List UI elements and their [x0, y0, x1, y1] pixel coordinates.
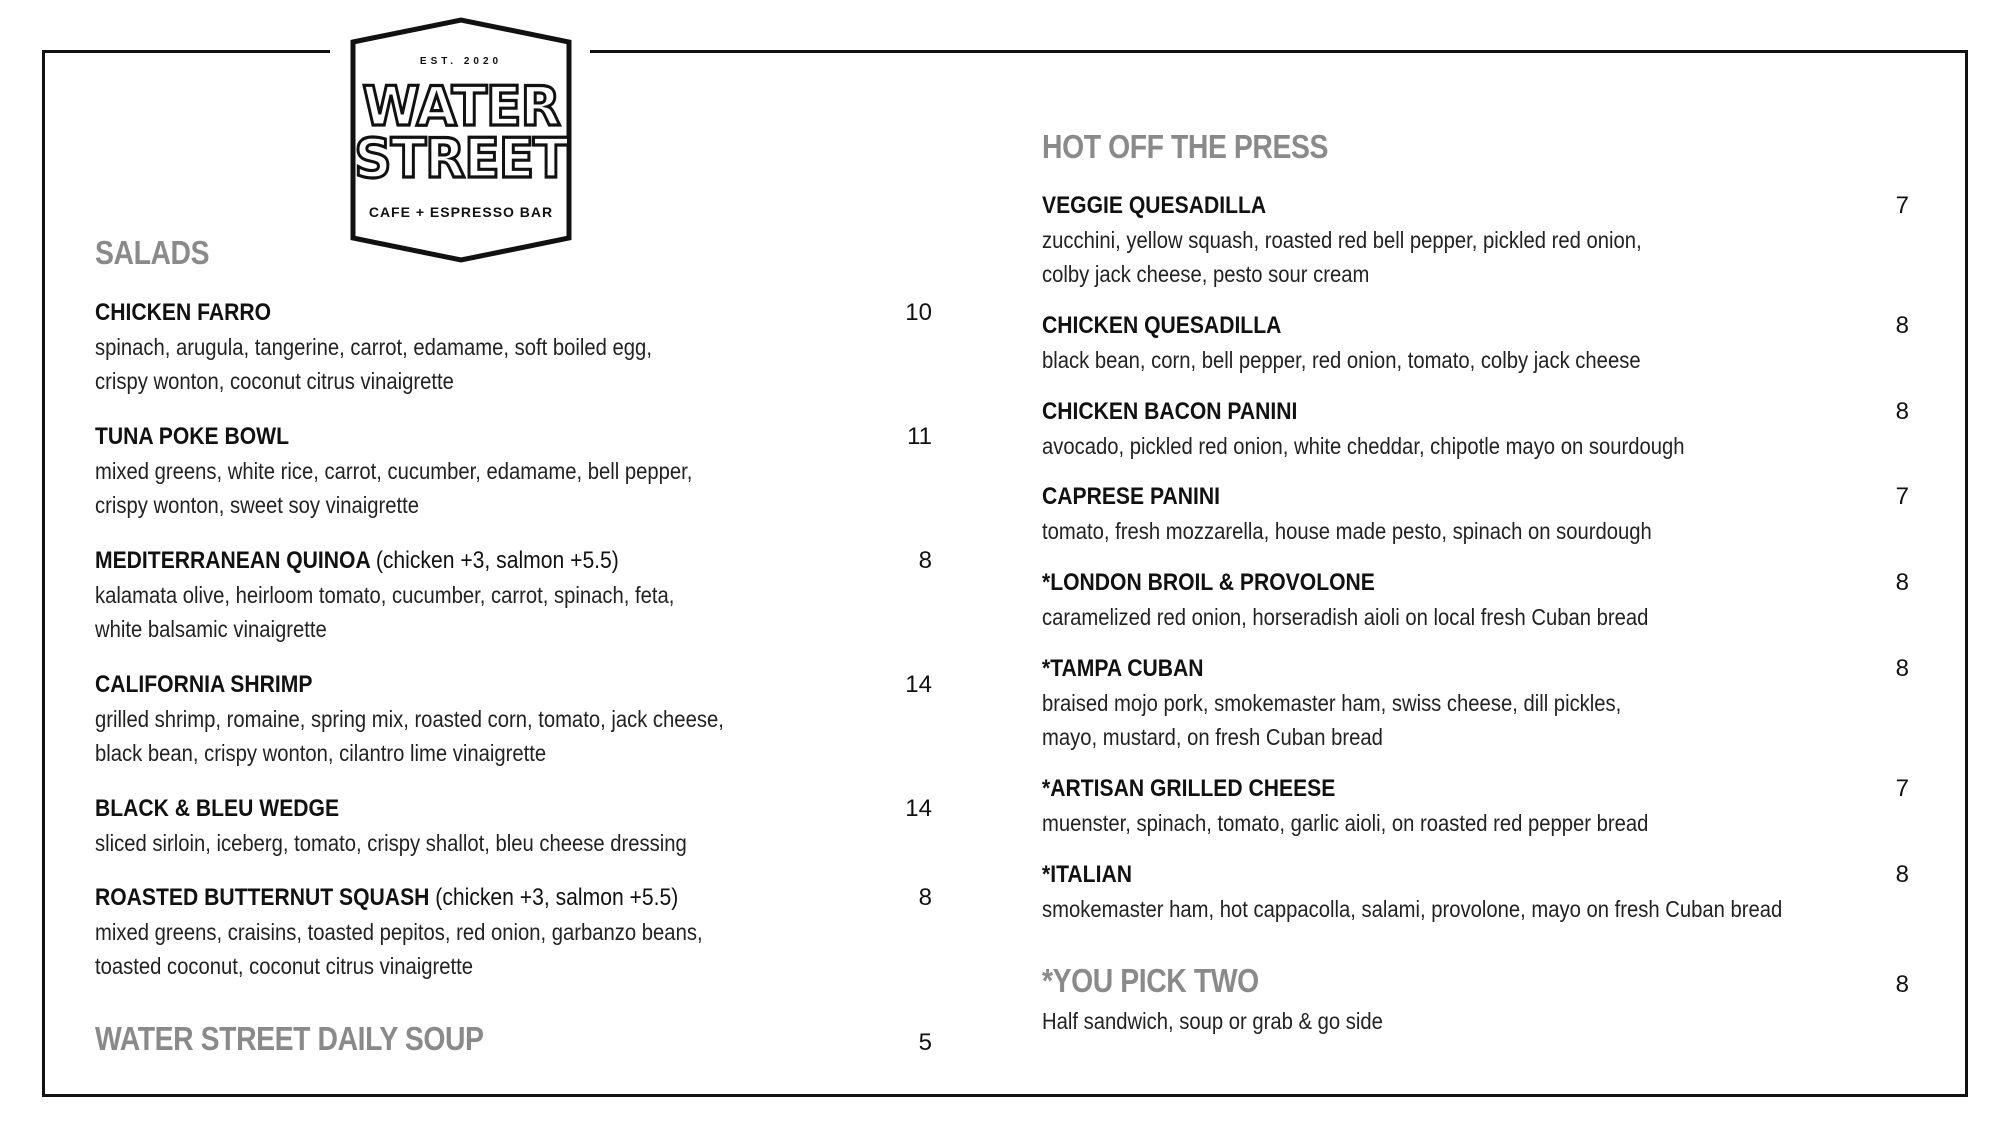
item-name: *ITALIAN — [1042, 861, 1132, 888]
soup-heading: WATER STREET DAILY SOUP — [95, 1020, 484, 1057]
menu-item — [1042, 860, 1883, 926]
menu-item — [95, 794, 767, 860]
item-price: 8 — [918, 547, 932, 574]
menu-item — [95, 883, 785, 983]
item-desc: grilled shrimp, romaine, spring mix, roasted corn, tomato, jack cheese, — [95, 706, 724, 732]
item-price: 7 — [1895, 192, 1909, 219]
item-price: 14 — [905, 671, 932, 698]
item-name: MEDITERRANEAN QUINOA (chicken +3, salmon +5.5) — [95, 547, 619, 574]
pick-two-desc-block — [1042, 1002, 1429, 1038]
item-desc: caramelized red onion, horseradish aioli on local fresh Cuban bread — [1042, 604, 1649, 630]
item-desc: mixed greens, white rice, carrot, cucumber, edamame, bell pepper, — [95, 458, 693, 484]
item-price: 8 — [1895, 655, 1909, 682]
item-desc: black bean, corn, bell pepper, red onion, tomato, colby jack cheese — [1042, 347, 1641, 373]
item-note: (chicken +3, salmon +5.5) — [375, 547, 619, 574]
menu-item — [1042, 654, 1700, 754]
item-name: CAPRESE PANINI — [1042, 483, 1220, 510]
item-price: 14 — [905, 795, 932, 822]
menu-item — [95, 670, 810, 770]
soup-price: 5 — [918, 1029, 932, 1056]
item-name: CHICKEN BACON PANINI — [1042, 398, 1298, 425]
item-name: *TAMPA CUBAN — [1042, 655, 1204, 682]
item-desc: Half sandwich, soup or grab & go side — [1042, 1008, 1383, 1034]
item-note: (chicken +3, salmon +5.5) — [435, 884, 679, 911]
item-desc: avocado, pickled red onion, white cheddar, chipotle mayo on sourdough — [1042, 433, 1685, 459]
item-name: VEGGIE QUESADILLA — [1042, 192, 1267, 219]
item-price: 8 — [1895, 861, 1909, 888]
item-name: CHICKEN FARRO — [95, 299, 272, 326]
logo-word-street: STREET — [354, 127, 568, 191]
menu-item — [1042, 397, 1772, 463]
item-desc: colby jack cheese, pesto sour cream — [1042, 261, 1370, 287]
menu-item — [95, 546, 753, 646]
item-name: CHICKEN QUESADILLA — [1042, 312, 1282, 339]
menu-item — [1042, 191, 1723, 291]
item-price: 8 — [1895, 312, 1909, 339]
item-desc: sliced sirloin, iceberg, tomato, crispy shallot, bleu cheese dressing — [95, 830, 687, 856]
item-price: 8 — [1895, 569, 1909, 596]
item-desc: crispy wonton, sweet soy vinaigrette — [95, 492, 419, 518]
you-pick-two-heading: *YOU PICK TWO — [1042, 962, 1259, 999]
item-desc: toasted coconut, coconut citrus vinaigrette — [95, 953, 474, 979]
item-desc: zucchini, yellow squash, roasted red bell pepper, pickled red onion, — [1042, 227, 1642, 253]
item-price: 8 — [918, 884, 932, 911]
item-name: *LONDON BROIL & PROVOLONE — [1042, 569, 1375, 596]
logo-established: EST. 2020 — [419, 56, 503, 67]
item-name: TUNA POKE BOWL — [95, 423, 289, 450]
item-desc: spinach, arugula, tangerine, carrot, edamame, soft boiled egg, — [95, 334, 652, 360]
item-price: 10 — [905, 299, 932, 326]
logo-word-water: WATER — [362, 75, 560, 139]
hot-off-the-press-heading: HOT OFF THE PRESS — [1042, 128, 1328, 165]
menu-item — [1042, 568, 1731, 634]
menu-item — [95, 298, 728, 398]
menu-item — [1042, 311, 1722, 377]
item-desc: black bean, crispy wonton, cilantro lime vinaigrette — [95, 740, 547, 766]
salads-heading: SALADS — [95, 234, 210, 271]
item-desc: smokemaster ham, hot cappacolla, salami, provolone, mayo on fresh Cuban bread — [1042, 896, 1783, 922]
item-desc: kalamata olive, heirloom tomato, cucumber, carrot, spinach, feta, — [95, 582, 675, 608]
item-price: 7 — [1895, 483, 1909, 510]
item-price: 11 — [907, 423, 932, 450]
item-price: 8 — [1895, 398, 1909, 425]
logo-tagline: CAFE + ESPRESSO BAR — [368, 204, 554, 220]
item-name: ROASTED BUTTERNUT SQUASH (chicken +3, salmon +5.5) — [95, 884, 679, 911]
menu-item — [95, 422, 774, 522]
item-name: BLACK & BLEU WEDGE — [95, 795, 340, 822]
pick-two-price: 8 — [1895, 971, 1909, 998]
item-price: 7 — [1895, 775, 1909, 802]
item-desc: crispy wonton, coconut citrus vinaigrette — [95, 368, 454, 394]
item-desc: braised mojo pork, smokemaster ham, swiss cheese, dill pickles, — [1042, 690, 1622, 716]
menu-item — [1042, 774, 1731, 840]
item-desc: white balsamic vinaigrette — [95, 616, 327, 642]
brand-logo — [343, 16, 579, 266]
item-desc: tomato, fresh mozzarella, house made pesto, spinach on sourdough — [1042, 518, 1652, 544]
item-desc: muenster, spinach, tomato, garlic aioli, on roasted red pepper bread — [1042, 810, 1649, 836]
item-desc: mayo, mustard, on fresh Cuban bread — [1042, 724, 1383, 750]
item-name: *ARTISAN GRILLED CHEESE — [1042, 775, 1336, 802]
item-name: CALIFORNIA SHRIMP — [95, 671, 313, 698]
item-desc: mixed greens, craisins, toasted pepitos, red onion, garbanzo beans, — [95, 919, 703, 945]
menu-item — [1042, 482, 1735, 548]
